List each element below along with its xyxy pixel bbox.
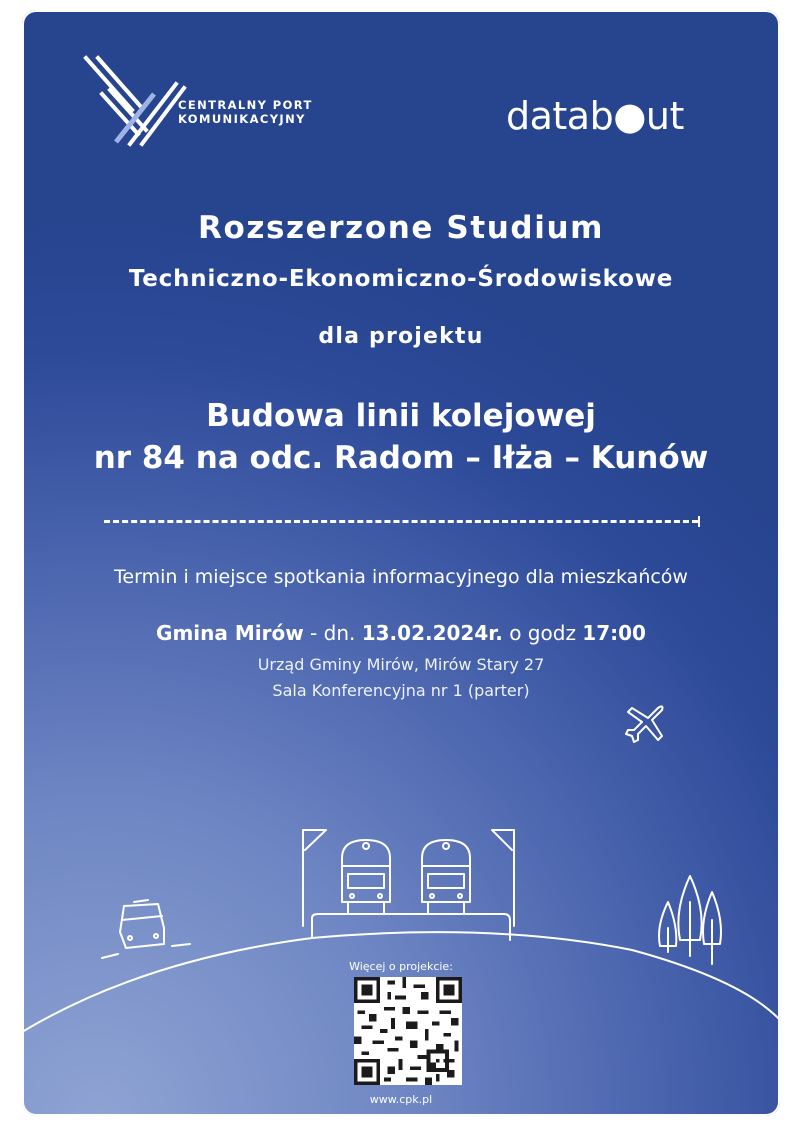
airplane-icon <box>620 698 670 748</box>
meeting-location <box>22 652 780 704</box>
train-right-icon <box>422 840 470 914</box>
databout-logo: datab●ut <box>506 94 684 138</box>
dashed-divider <box>104 520 698 523</box>
meeting-date: 13.02.2024r. <box>361 621 503 645</box>
meeting-time: 17:00 <box>582 621 646 645</box>
poster-card <box>22 10 780 1116</box>
qr-code-icon[interactable] <box>354 977 462 1085</box>
qr-url-link[interactable]: www.cpk.pl <box>369 1093 433 1106</box>
meeting-datetime <box>22 621 780 645</box>
title-line2: Techniczno-Ekonomiczno-Środowiskowe <box>128 266 674 292</box>
title-line3: dla projektu <box>318 324 484 349</box>
project-title-line2: nr 84 na odc. Radom – Iłża – Kunów <box>93 440 709 476</box>
bus-icon <box>120 900 164 948</box>
meeting-sep2: o godz <box>502 621 583 645</box>
trees-icon <box>659 876 721 964</box>
title-line1: Rozszerzone Studium <box>197 210 605 246</box>
meeting-intro: Termin i miejsce spotkania informacyjnego dla mieszkańców <box>114 566 688 588</box>
project-title-line1: Budowa linii kolejowej <box>206 398 596 434</box>
cpk-logo-text <box>178 98 313 126</box>
cpk-name-line2: KOMUNIKACYJNY <box>178 112 306 126</box>
project-title <box>22 395 780 479</box>
qr-label: Więcej o projekcie: <box>349 960 453 973</box>
meeting-room: Sala Konferencyjna nr 1 (parter) <box>272 681 530 700</box>
cpk-name-line1: CENTRALNY PORT <box>178 98 313 112</box>
meeting-address: Urząd Gminy Mirów, Mirów Stary 27 <box>257 655 545 674</box>
divider-end <box>698 516 700 527</box>
train-left-icon <box>342 840 390 914</box>
meeting-sep1: - dn. <box>303 621 362 645</box>
meeting-place: Gmina Mirów <box>156 621 304 645</box>
